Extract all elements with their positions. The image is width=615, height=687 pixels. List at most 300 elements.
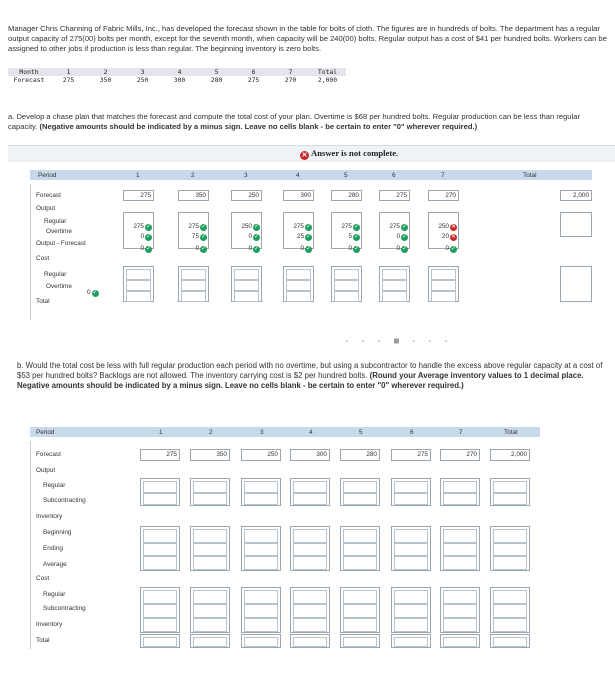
- inventory-block: [140, 526, 180, 571]
- correct-icon: ✓: [200, 246, 207, 252]
- output-block: [379, 212, 410, 252]
- cost-input[interactable]: [143, 604, 177, 618]
- month-7: 7: [272, 68, 309, 76]
- correct-icon: ✓: [253, 224, 260, 230]
- cost-block: [283, 266, 314, 302]
- total-input[interactable]: [193, 637, 227, 647]
- cost-input[interactable]: [244, 590, 278, 604]
- correct-icon: ✓: [145, 246, 152, 252]
- forecast-value: 350: [216, 451, 227, 458]
- inventory-input[interactable]: [244, 543, 278, 557]
- part-b-text: [17, 361, 615, 391]
- part-a-instruction: (Negative amounts should be indicated by a minus sign. Leave no cells blank - be certain to enter "0" wherever required.): [39, 121, 478, 131]
- part-a-question: a. Develop a chase plan that matches the forecast and compute the total cost of your plan. Overtime is $68 per hundred bolts. Regular production can be less than regular capacity.: [8, 112, 580, 131]
- output-block: [428, 212, 459, 252]
- cost-overtime-input[interactable]: [126, 280, 151, 291]
- cost-input[interactable]: [293, 618, 327, 632]
- inventory-input[interactable]: [143, 543, 177, 557]
- period-number: 2: [209, 429, 213, 436]
- cost-total-input[interactable]: [334, 291, 359, 302]
- row-label-overtime: Overtime: [46, 228, 72, 235]
- cost-total-input[interactable]: [234, 291, 259, 302]
- correct-icon: ✓: [200, 224, 207, 230]
- cost-block: [178, 266, 209, 302]
- output-input[interactable]: [143, 481, 177, 493]
- cost-input[interactable]: [443, 618, 477, 632]
- output-input[interactable]: [493, 493, 527, 505]
- regular-input-value: 275: [389, 223, 400, 230]
- correct-icon: ✓: [353, 234, 360, 240]
- regular-input-value: 275: [341, 223, 352, 230]
- forecast-cell: [241, 449, 281, 461]
- inventory-input[interactable]: [293, 529, 327, 543]
- inventory-input[interactable]: [394, 529, 428, 543]
- output-input[interactable]: [193, 493, 227, 505]
- correct-icon: ✓: [305, 224, 312, 230]
- output-input[interactable]: [143, 493, 177, 505]
- output-block: [391, 478, 431, 506]
- cost-input[interactable]: [343, 618, 377, 632]
- inventory-input[interactable]: [193, 543, 227, 557]
- forecast-value: 275: [166, 451, 177, 458]
- cost-total-input[interactable]: [126, 291, 151, 302]
- row-label-regular: Regular: [43, 482, 66, 489]
- output-input[interactable]: [193, 481, 227, 493]
- output-block: [490, 478, 530, 506]
- forecast-cell: [140, 449, 180, 461]
- forecast-total-cell: [490, 449, 530, 461]
- output-block: [123, 212, 154, 252]
- inventory-input[interactable]: [394, 543, 428, 557]
- correct-icon: ✓: [353, 246, 360, 252]
- incorrect-icon: ✕: [450, 234, 457, 240]
- inventory-input[interactable]: [493, 556, 527, 570]
- total-input[interactable]: [394, 637, 428, 647]
- cost-input[interactable]: [193, 590, 227, 604]
- correct-icon: ✓: [401, 246, 408, 252]
- forecast-cell: [440, 449, 480, 461]
- cost-regular-input[interactable]: [382, 269, 407, 280]
- inventory-input[interactable]: [493, 529, 527, 543]
- forecast-table-value-row: [8, 76, 346, 84]
- cost-input[interactable]: [394, 618, 428, 632]
- overtime-input-value: 75: [191, 233, 199, 240]
- cost-regular-input[interactable]: [181, 269, 206, 280]
- correct-icon: ✓: [305, 246, 312, 252]
- forecast-value: 250: [248, 192, 259, 199]
- output-input[interactable]: [443, 493, 477, 505]
- overtime-input[interactable]: [248, 225, 260, 240]
- cost-total-input[interactable]: [382, 291, 407, 302]
- overtime-input[interactable]: [140, 225, 152, 240]
- cost-regular-p1[interactable]: [87, 281, 99, 296]
- row-label-beginning: Beginning: [43, 529, 72, 536]
- forecast-cell: [428, 190, 459, 201]
- period-number: 3: [260, 429, 264, 436]
- forecast-value: 275: [140, 192, 151, 199]
- overtime-input-value: 5: [348, 233, 352, 240]
- forecast-value: 270: [284, 76, 297, 84]
- correct-icon: ✓: [253, 246, 260, 252]
- inventory-input[interactable]: [293, 556, 327, 570]
- page-indicator[interactable]: - - - ■ - - -: [345, 336, 453, 347]
- total-block: [190, 634, 230, 648]
- regular-input[interactable]: [188, 215, 207, 230]
- cost-regular-input[interactable]: [126, 269, 151, 280]
- regular-input[interactable]: [293, 215, 312, 230]
- cost-overtime-input[interactable]: [234, 280, 259, 291]
- forecast-table-header-row: [8, 68, 346, 76]
- difference-input-value: 0: [195, 245, 199, 252]
- output-input[interactable]: [343, 493, 377, 505]
- inventory-input[interactable]: [244, 556, 278, 570]
- period-label: Period: [36, 429, 55, 436]
- cost-input[interactable]: [493, 604, 527, 618]
- correct-icon: ✓: [401, 234, 408, 240]
- period-header-row: [30, 427, 540, 437]
- correct-icon: ✓: [353, 224, 360, 230]
- regular-input[interactable]: [438, 215, 457, 230]
- cost-input[interactable]: [193, 604, 227, 618]
- cost-total-input[interactable]: [286, 291, 311, 302]
- regular-input-value: 275: [293, 223, 304, 230]
- row-label-ending: Ending: [43, 545, 63, 552]
- total-label: Total: [504, 429, 518, 436]
- output-block: [331, 212, 362, 252]
- output-input[interactable]: [493, 481, 527, 493]
- total-block: [391, 634, 431, 648]
- row-label-total: Total: [36, 298, 50, 305]
- forecast-cell: [391, 449, 431, 461]
- output-block: [241, 478, 281, 506]
- cost-block: [231, 266, 262, 302]
- total-block: [340, 634, 380, 648]
- row-label-forecast: Forecast: [36, 192, 61, 199]
- period-number: 7: [441, 172, 445, 179]
- cost-block: [379, 266, 410, 302]
- difference-input[interactable]: [248, 237, 260, 252]
- row-label-average: Average: [43, 561, 67, 568]
- period-number: 4: [296, 172, 300, 179]
- cost-input[interactable]: [343, 604, 377, 618]
- output-block: [231, 212, 262, 252]
- forecast-value: 275: [417, 451, 428, 458]
- forecast-value: 250: [136, 76, 149, 84]
- cost-overtime-input[interactable]: [334, 280, 359, 291]
- difference-input[interactable]: [195, 237, 207, 252]
- difference-input[interactable]: [396, 237, 408, 252]
- period-number: 3: [244, 172, 248, 179]
- inventory-input[interactable]: [143, 556, 177, 570]
- forecast-value: 300: [300, 192, 311, 199]
- total-block: [290, 634, 330, 648]
- cost-input[interactable]: [394, 590, 428, 604]
- forecast-label: Forecast: [13, 76, 45, 84]
- inventory-input[interactable]: [343, 543, 377, 557]
- correct-icon: ✓: [305, 234, 312, 240]
- total-input[interactable]: [443, 637, 477, 647]
- period-number: 6: [392, 172, 396, 179]
- forecast-cell: [283, 190, 314, 201]
- row-label-cost-inventory: Inventory: [36, 621, 63, 628]
- difference-input-value: 0: [348, 245, 352, 252]
- cost-block: [331, 266, 362, 302]
- row-label-forecast: Forecast: [36, 451, 61, 458]
- overtime-input[interactable]: [348, 225, 360, 240]
- difference-input[interactable]: [348, 237, 360, 252]
- row-label-cost: Cost: [36, 255, 50, 262]
- inventory-block: [190, 526, 230, 571]
- inventory-input[interactable]: [193, 529, 227, 543]
- cost-block: [190, 587, 230, 633]
- row-label-subcontracting: Subcontracting: [43, 497, 86, 504]
- cost-input[interactable]: [443, 604, 477, 618]
- cost-block: [241, 587, 281, 633]
- period-number: 4: [309, 429, 313, 436]
- period-number: 5: [344, 172, 348, 179]
- forecast-value: 270: [445, 192, 456, 199]
- total-input[interactable]: [343, 637, 377, 647]
- cost-input[interactable]: [143, 618, 177, 632]
- cost-input[interactable]: [244, 604, 278, 618]
- total-input[interactable]: [293, 637, 327, 647]
- cost-block: [490, 587, 530, 633]
- inventory-block: [391, 526, 431, 571]
- regular-input-value: 250: [241, 223, 252, 230]
- difference-input-value: 0: [140, 245, 144, 252]
- correct-icon: ✓: [200, 234, 207, 240]
- part-a-text: [8, 112, 608, 131]
- cost-block: [391, 587, 431, 633]
- cost-input[interactable]: [244, 618, 278, 632]
- regular-input[interactable]: [341, 215, 360, 230]
- cost-regular-input[interactable]: [334, 269, 359, 280]
- inventory-input[interactable]: [443, 556, 477, 570]
- forecast-table: [8, 68, 346, 84]
- output-input[interactable]: [443, 481, 477, 493]
- inventory-block: [241, 526, 281, 571]
- part-b-table: [30, 427, 540, 652]
- total-label: Total: [309, 68, 346, 76]
- regular-input[interactable]: [389, 215, 408, 230]
- cost-total-input[interactable]: [431, 291, 456, 302]
- cost-input[interactable]: [193, 618, 227, 632]
- forecast-value: 350: [195, 192, 206, 199]
- output-input[interactable]: [244, 481, 278, 493]
- forecast-value: 300: [316, 451, 327, 458]
- answer-status-text: Answer is not complete.: [311, 148, 399, 158]
- month-6: 6: [235, 68, 272, 76]
- correct-icon: ✓: [401, 224, 408, 230]
- correct-icon: ✓: [253, 234, 260, 240]
- cost-input[interactable]: [293, 604, 327, 618]
- overtime-input[interactable]: [396, 225, 408, 240]
- total-label: Total: [523, 172, 537, 179]
- part-b-instruction: (Round your Average inventory values to 1 decimal place. Negative amounts should be indicated by a minus sign. Leave no cells blank - be certain to enter "0" wherever required.): [17, 370, 584, 390]
- row-label-output: Output: [36, 205, 56, 212]
- overtime-input-value: 20: [441, 233, 449, 240]
- cost-regular-p1-value: 0: [87, 289, 91, 296]
- output-block: [440, 478, 480, 506]
- cost-block: [428, 266, 459, 302]
- month-5: 5: [198, 68, 235, 76]
- inventory-input[interactable]: [443, 529, 477, 543]
- month-1: 1: [50, 68, 87, 76]
- cost-overtime-input[interactable]: [181, 280, 206, 291]
- row-label-inventory: Inventory: [36, 513, 63, 520]
- cost-input[interactable]: [293, 590, 327, 604]
- problem-intro: Manager Chris Channing of Fabric Mills, Inc., has developed the forecast shown in the table for bolts of cloth. The figures are in hundreds of bolts. The department has a regular output capacity of 275(00) bolts per month, except for the seventh month, when capacity will be 240(00) bolts. Regular output has a cost of $41 per hundred bolts. Workers can be assigned to other jobs if production is less than regular. The beginning inventory is zero bolts.: [8, 24, 607, 53]
- inventory-block: [440, 526, 480, 571]
- forecast-total: 2,000: [573, 192, 589, 199]
- difference-input[interactable]: [140, 237, 152, 252]
- forecast-value: 350: [99, 76, 112, 84]
- forecast-value: 275: [62, 76, 75, 84]
- cost-input[interactable]: [143, 590, 177, 604]
- forecast-value: 275: [247, 76, 260, 84]
- row-label-cost-regular: Regular: [43, 591, 66, 598]
- cost-block: [440, 587, 480, 633]
- cost-input[interactable]: [343, 590, 377, 604]
- difference-input-value: 0: [248, 245, 252, 252]
- row-label-cost-overtime: Overtime: [46, 283, 72, 290]
- forecast-cell: [190, 449, 230, 461]
- period-number: 5: [359, 429, 363, 436]
- total-block: [241, 634, 281, 648]
- cost-block: [340, 587, 380, 633]
- cost-overtime-input[interactable]: [286, 280, 311, 291]
- output-block: [178, 212, 209, 252]
- period-number: 1: [136, 172, 140, 179]
- forecast-value: 250: [267, 451, 278, 458]
- cost-block: [123, 266, 154, 302]
- forecast-value: 275: [396, 192, 407, 199]
- cost-input[interactable]: [443, 590, 477, 604]
- period-number: 6: [410, 429, 414, 436]
- total-block: [440, 634, 480, 648]
- month-3: 3: [124, 68, 161, 76]
- month-label: Month: [8, 68, 50, 76]
- row-label-regular: Regular: [44, 218, 67, 225]
- output-block: [283, 212, 314, 252]
- part-a-table: [30, 170, 592, 320]
- cost-total-column[interactable]: [560, 266, 592, 302]
- output-block: [190, 478, 230, 506]
- inventory-input[interactable]: [443, 543, 477, 557]
- output-input[interactable]: [293, 493, 327, 505]
- forecast-total: 2,000: [317, 76, 338, 84]
- cost-overtime-input[interactable]: [382, 280, 407, 291]
- inventory-input[interactable]: [394, 556, 428, 570]
- inventory-input[interactable]: [193, 556, 227, 570]
- row-label-output: Output: [36, 467, 56, 474]
- answer-status: [300, 148, 398, 160]
- overtime-input-value: 0: [248, 233, 252, 240]
- inventory-input[interactable]: [493, 543, 527, 557]
- forecast-cell: [178, 190, 209, 201]
- output-block: [140, 478, 180, 506]
- regular-input[interactable]: [133, 215, 152, 230]
- total-input[interactable]: [493, 637, 527, 647]
- regular-input-value: 275: [188, 223, 199, 230]
- month-2: 2: [87, 68, 124, 76]
- cost-regular-input[interactable]: [431, 269, 456, 280]
- correct-icon: ✓: [145, 224, 152, 230]
- output-input[interactable]: [394, 481, 428, 493]
- cost-input[interactable]: [394, 604, 428, 618]
- incorrect-icon: ✕: [450, 224, 457, 230]
- output-input[interactable]: [293, 481, 327, 493]
- forecast-cell: [123, 190, 154, 201]
- forecast-value: 270: [466, 451, 477, 458]
- row-label-cost-regular: Regular: [44, 271, 67, 278]
- regular-input-value: 275: [133, 223, 144, 230]
- total-input[interactable]: [143, 637, 177, 647]
- overtime-input-value: 25: [296, 233, 304, 240]
- inventory-block: [490, 526, 530, 571]
- cost-total-input[interactable]: [181, 291, 206, 302]
- month-4: 4: [161, 68, 198, 76]
- difference-input[interactable]: [300, 237, 312, 252]
- incomplete-icon: ✕: [301, 151, 308, 159]
- inventory-input[interactable]: [343, 529, 377, 543]
- inventory-input[interactable]: [293, 543, 327, 557]
- cost-regular-input[interactable]: [286, 269, 311, 280]
- overtime-input-value: 0: [140, 233, 144, 240]
- correct-icon: ✓: [145, 234, 152, 240]
- forecast-total: 2,000: [511, 451, 527, 458]
- forecast-total-cell: [560, 190, 592, 201]
- forecast-cell: [290, 449, 330, 461]
- correct-icon: ✓: [92, 290, 98, 296]
- forecast-cell: [340, 449, 380, 461]
- cost-overtime-input[interactable]: [431, 280, 456, 291]
- difference-input-value: 0: [300, 245, 304, 252]
- cost-input[interactable]: [493, 618, 527, 632]
- regular-input-value: 250: [438, 223, 449, 230]
- part-b-question: b. Would the total cost be less with full regular production each period with no overtime, but using a subcontractor to handle the excess above regular capacity at a cost of $53 per hundred bolts? Backlogs are not allowed. The inventory carrying cost is $2 per hundred bolts.: [17, 361, 603, 380]
- forecast-cell: [379, 190, 410, 201]
- output-input[interactable]: [394, 493, 428, 505]
- overtime-input-value: 0: [396, 233, 400, 240]
- period-number: 7: [459, 429, 463, 436]
- cost-input[interactable]: [493, 590, 527, 604]
- forecast-cell: [331, 190, 362, 201]
- inventory-input[interactable]: [343, 556, 377, 570]
- output-block: [290, 478, 330, 506]
- cost-regular-input[interactable]: [234, 269, 259, 280]
- row-label-cost-subcontracting: Subcontracting: [43, 605, 86, 612]
- row-label-cost: Cost: [36, 575, 50, 582]
- output-input[interactable]: [244, 493, 278, 505]
- inventory-block: [340, 526, 380, 571]
- correct-icon: ✓: [450, 246, 457, 252]
- forecast-cell: [231, 190, 262, 201]
- forecast-value: 280: [210, 76, 223, 84]
- difference-input[interactable]: [445, 237, 457, 252]
- regular-input[interactable]: [241, 215, 260, 230]
- inventory-input[interactable]: [244, 529, 278, 543]
- total-input[interactable]: [244, 637, 278, 647]
- period-label: Period: [38, 172, 57, 179]
- output-input[interactable]: [343, 481, 377, 493]
- forecast-value: 280: [366, 451, 377, 458]
- inventory-input[interactable]: [143, 529, 177, 543]
- cost-block: [140, 587, 180, 633]
- output-total-input[interactable]: [560, 212, 592, 237]
- difference-input-value: 0: [396, 245, 400, 252]
- row-label-output-minus-forecast: Output - Forecast: [36, 240, 86, 247]
